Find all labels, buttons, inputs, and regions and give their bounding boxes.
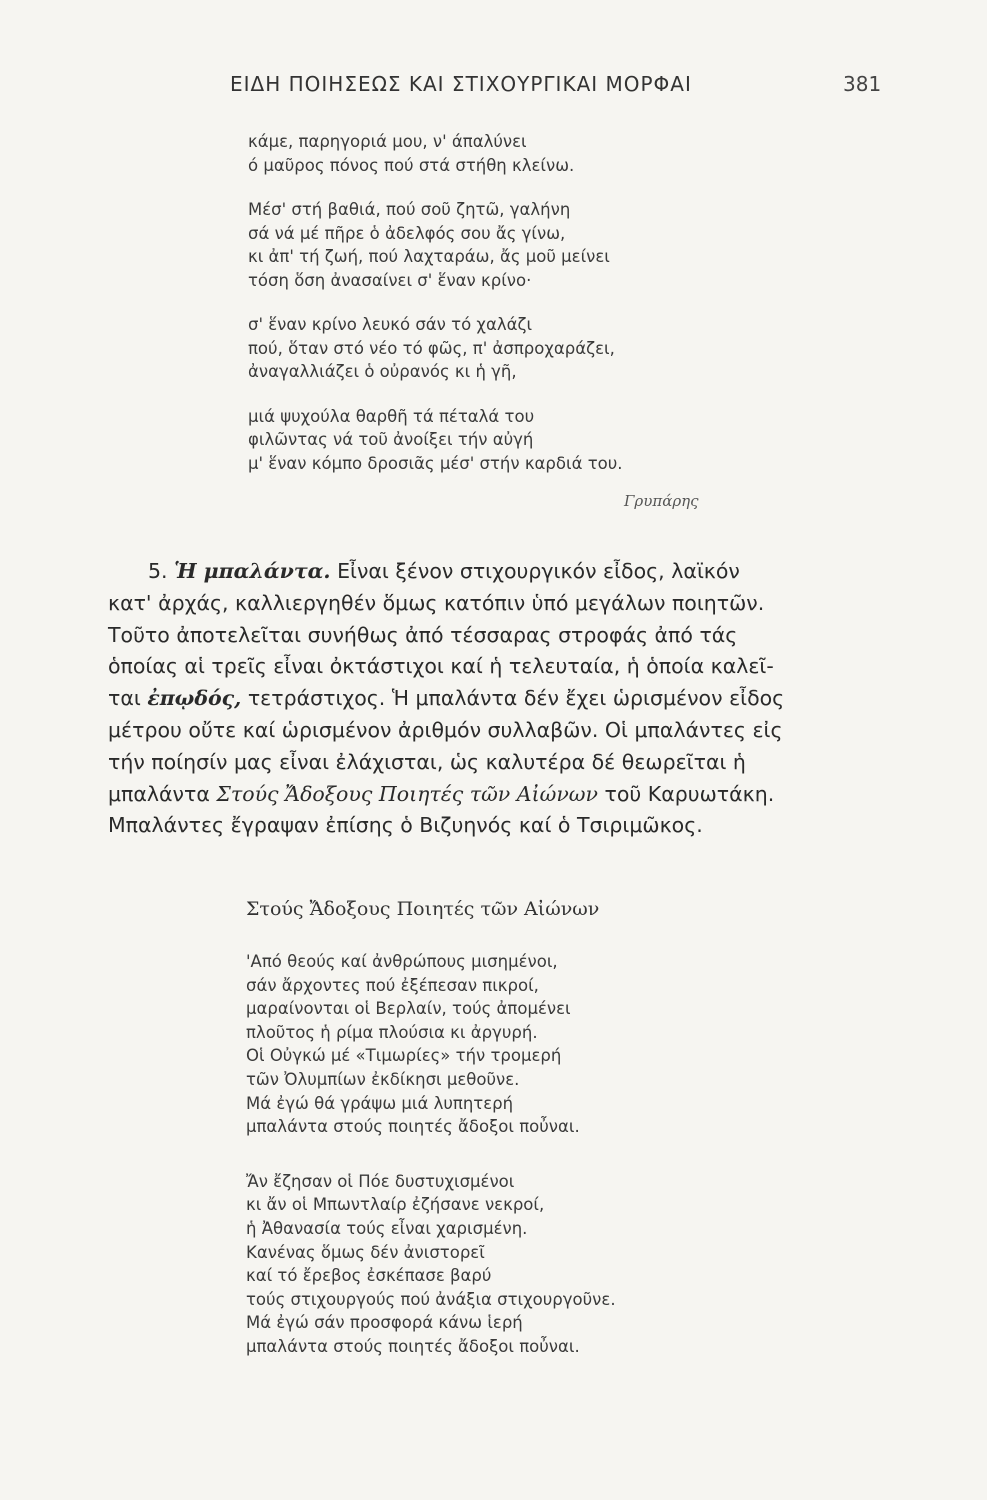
verse-line: κι ἀπ' τή ζωή, πού λαχταράω, ἄς μοῦ μείνει [248, 247, 610, 266]
verse-line: Μά ἐγώ σάν προσφορά κάνω ἱερή [246, 1313, 523, 1333]
text-line [108, 556, 898, 588]
verse-line: πλοῦτος ἡ ρίμα πλούσια κι ἀργυρή. [246, 1022, 538, 1042]
stanza [246, 1170, 616, 1359]
text-line: Μπαλάντες ἔγραψαν ἐπίσης ὁ Βιζυηνός καί ὁ Τσιριμῶκος. [108, 813, 703, 838]
text-segment: ται [108, 686, 141, 711]
poem-title: Στούς Ἄδοξους Ποιητές τῶν Αἰώνων [246, 898, 600, 920]
verse-line: Οἱ Οὐγκώ μέ «Τιμωρίες» τήν τρομερή [246, 1046, 562, 1066]
verse-line: Ἄν ἔζησαν οἱ Πόε δυστυχισμένοι [246, 1171, 515, 1191]
text-segment: τοῦ Καρυωτάκη. [604, 781, 775, 806]
section-number: 5. [148, 559, 168, 583]
verse-line: Κανένας ὅμως δέν ἀνιστορεῖ [246, 1242, 485, 1262]
verse-line: σά νά μέ πῆρε ὁ ἀδελφός σου ἄς γίνω, [248, 223, 566, 243]
verse-line: σάν ἄρχοντες πού ἐξέπεσαν πικροί, [246, 975, 539, 995]
verse-line: 'Από θεούς καί ἀνθρώπους μισημένοι, [246, 952, 558, 971]
text-segment: Εἶναι ξένον στιχουργικόν εἶδος, λαϊκόν [337, 559, 740, 583]
stanza [248, 405, 623, 476]
cited-title: Στούς Ἄδοξους Ποιητές τῶν Αἰώνων [216, 781, 598, 806]
text-segment: μπαλάντα [108, 781, 210, 806]
verse-line: τῶν Ὀλυμπίων ἐκδίκησι μεθοῦνε. [246, 1069, 520, 1089]
verse-line: ἀναγαλλιάζει ὁ οὐρανός κι ἡ γῆ, [248, 362, 517, 381]
verse-line: μιά ψυχούλα θαρθῆ τά πέταλά του [248, 406, 535, 426]
verse-line: φιλῶντας νά τοῦ ἀνοίξει τήν αὐγή [248, 430, 534, 449]
verse-line: σ' ἕναν κρίνο λευκό σάν τό χαλάζι [248, 315, 533, 334]
text-line: τήν ποίησίν μας εἶναι ἐλάχισται, ὡς καλυτέρα δέ θεωρεῖται ἡ [108, 749, 746, 774]
stanza [248, 198, 623, 292]
verse-line: πού, ὅταν στό νέο τό φῶς, π' ἀσπροχαράζει, [248, 338, 615, 358]
text-segment: τετράστιχος. Ἡ μπαλάντα δέν ἔχει ὡρισμένον εἶδος [247, 686, 785, 711]
verse-line: μ' ἕναν κόμπο δροσιᾶς μέσ' στήν καρδιά του. [248, 453, 623, 473]
text-line: ὁποίας αἱ τρεῖς εἶναι ὀκτάστιχοι καί ἡ τελευταία, ἡ ὁποία καλεῖ- [108, 654, 774, 679]
verse-line: καί τό ἔρεβος ἐσκέπασε βαρύ [246, 1266, 492, 1286]
stanza [248, 130, 623, 177]
stanza [248, 313, 623, 384]
text-line: κατ' ἀρχάς, καλλιεργηθέν ὅμως κατόπιν ὑπό μεγάλων ποιητῶν. [108, 590, 765, 615]
section-heading: Ἡ μπαλάντα. [174, 559, 331, 583]
page-number: 381 [843, 72, 882, 96]
verse-line: κάμε, παρηγοριά μου, ν' άπαλύνει [248, 132, 527, 151]
text-line: Τοῦτο ἀποτελεῖται συνήθως ἀπό τέσσαρας στροφάς ἀπό τάς [108, 622, 738, 647]
verse-line: μαραίνονται οἱ Βερλαίν, τούς ἀπομένει [246, 999, 571, 1019]
poem-excerpt [248, 130, 623, 496]
stanza [246, 950, 616, 1139]
verse-line: τούς στιχουργούς πού ἀνάξια στιχουργοῦνε. [246, 1289, 616, 1309]
verse-line: Μά ἐγώ θά γράψω μιά λυπητερή [246, 1093, 514, 1113]
verse-line: ό μαῦρος πόνος πού στά στήθη κλείνω. [248, 155, 575, 175]
verse-line: Μέσ' στή βαθιά, πού σοῦ ζητῶ, γαλήνη [248, 200, 571, 219]
verse-line: ἡ Ἀθανασία τούς εἶναι χαρισμένη. [246, 1218, 528, 1238]
verse-line: μπαλάντα στούς ποιητές ἄδοξοι ποὖναι. [246, 1336, 580, 1356]
verse-line: τόση ὅση ἀνασαίνει σ' ἕναν κρίνο· [248, 270, 532, 290]
poem-attribution: Γρυπάρης [624, 492, 699, 510]
verse-line: κι ἄν οἱ Μπωντλαίρ ἐζήσανε νεκροί, [246, 1195, 545, 1215]
text-line: μέτρου οὔτε καί ὡρισμένον ἀριθμόν συλλαβῶν. Οἱ μπαλάντες εἰς [108, 717, 783, 742]
text-line [108, 779, 898, 811]
emphasized-term: ἐπῳδός, [147, 686, 242, 711]
text-line [108, 683, 898, 715]
section-paragraph [108, 556, 898, 842]
verse-line: μπαλάντα στούς ποιητές ἄδοξοι ποὖναι. [246, 1117, 580, 1137]
ballad-poem [246, 950, 616, 1380]
running-head: ΕΙΔΗ ΠΟΙΗΣΕΩΣ ΚΑΙ ΣΤΙΧΟΥΡΓΙΚΑΙ ΜΟΡΦΑΙ [230, 72, 692, 96]
